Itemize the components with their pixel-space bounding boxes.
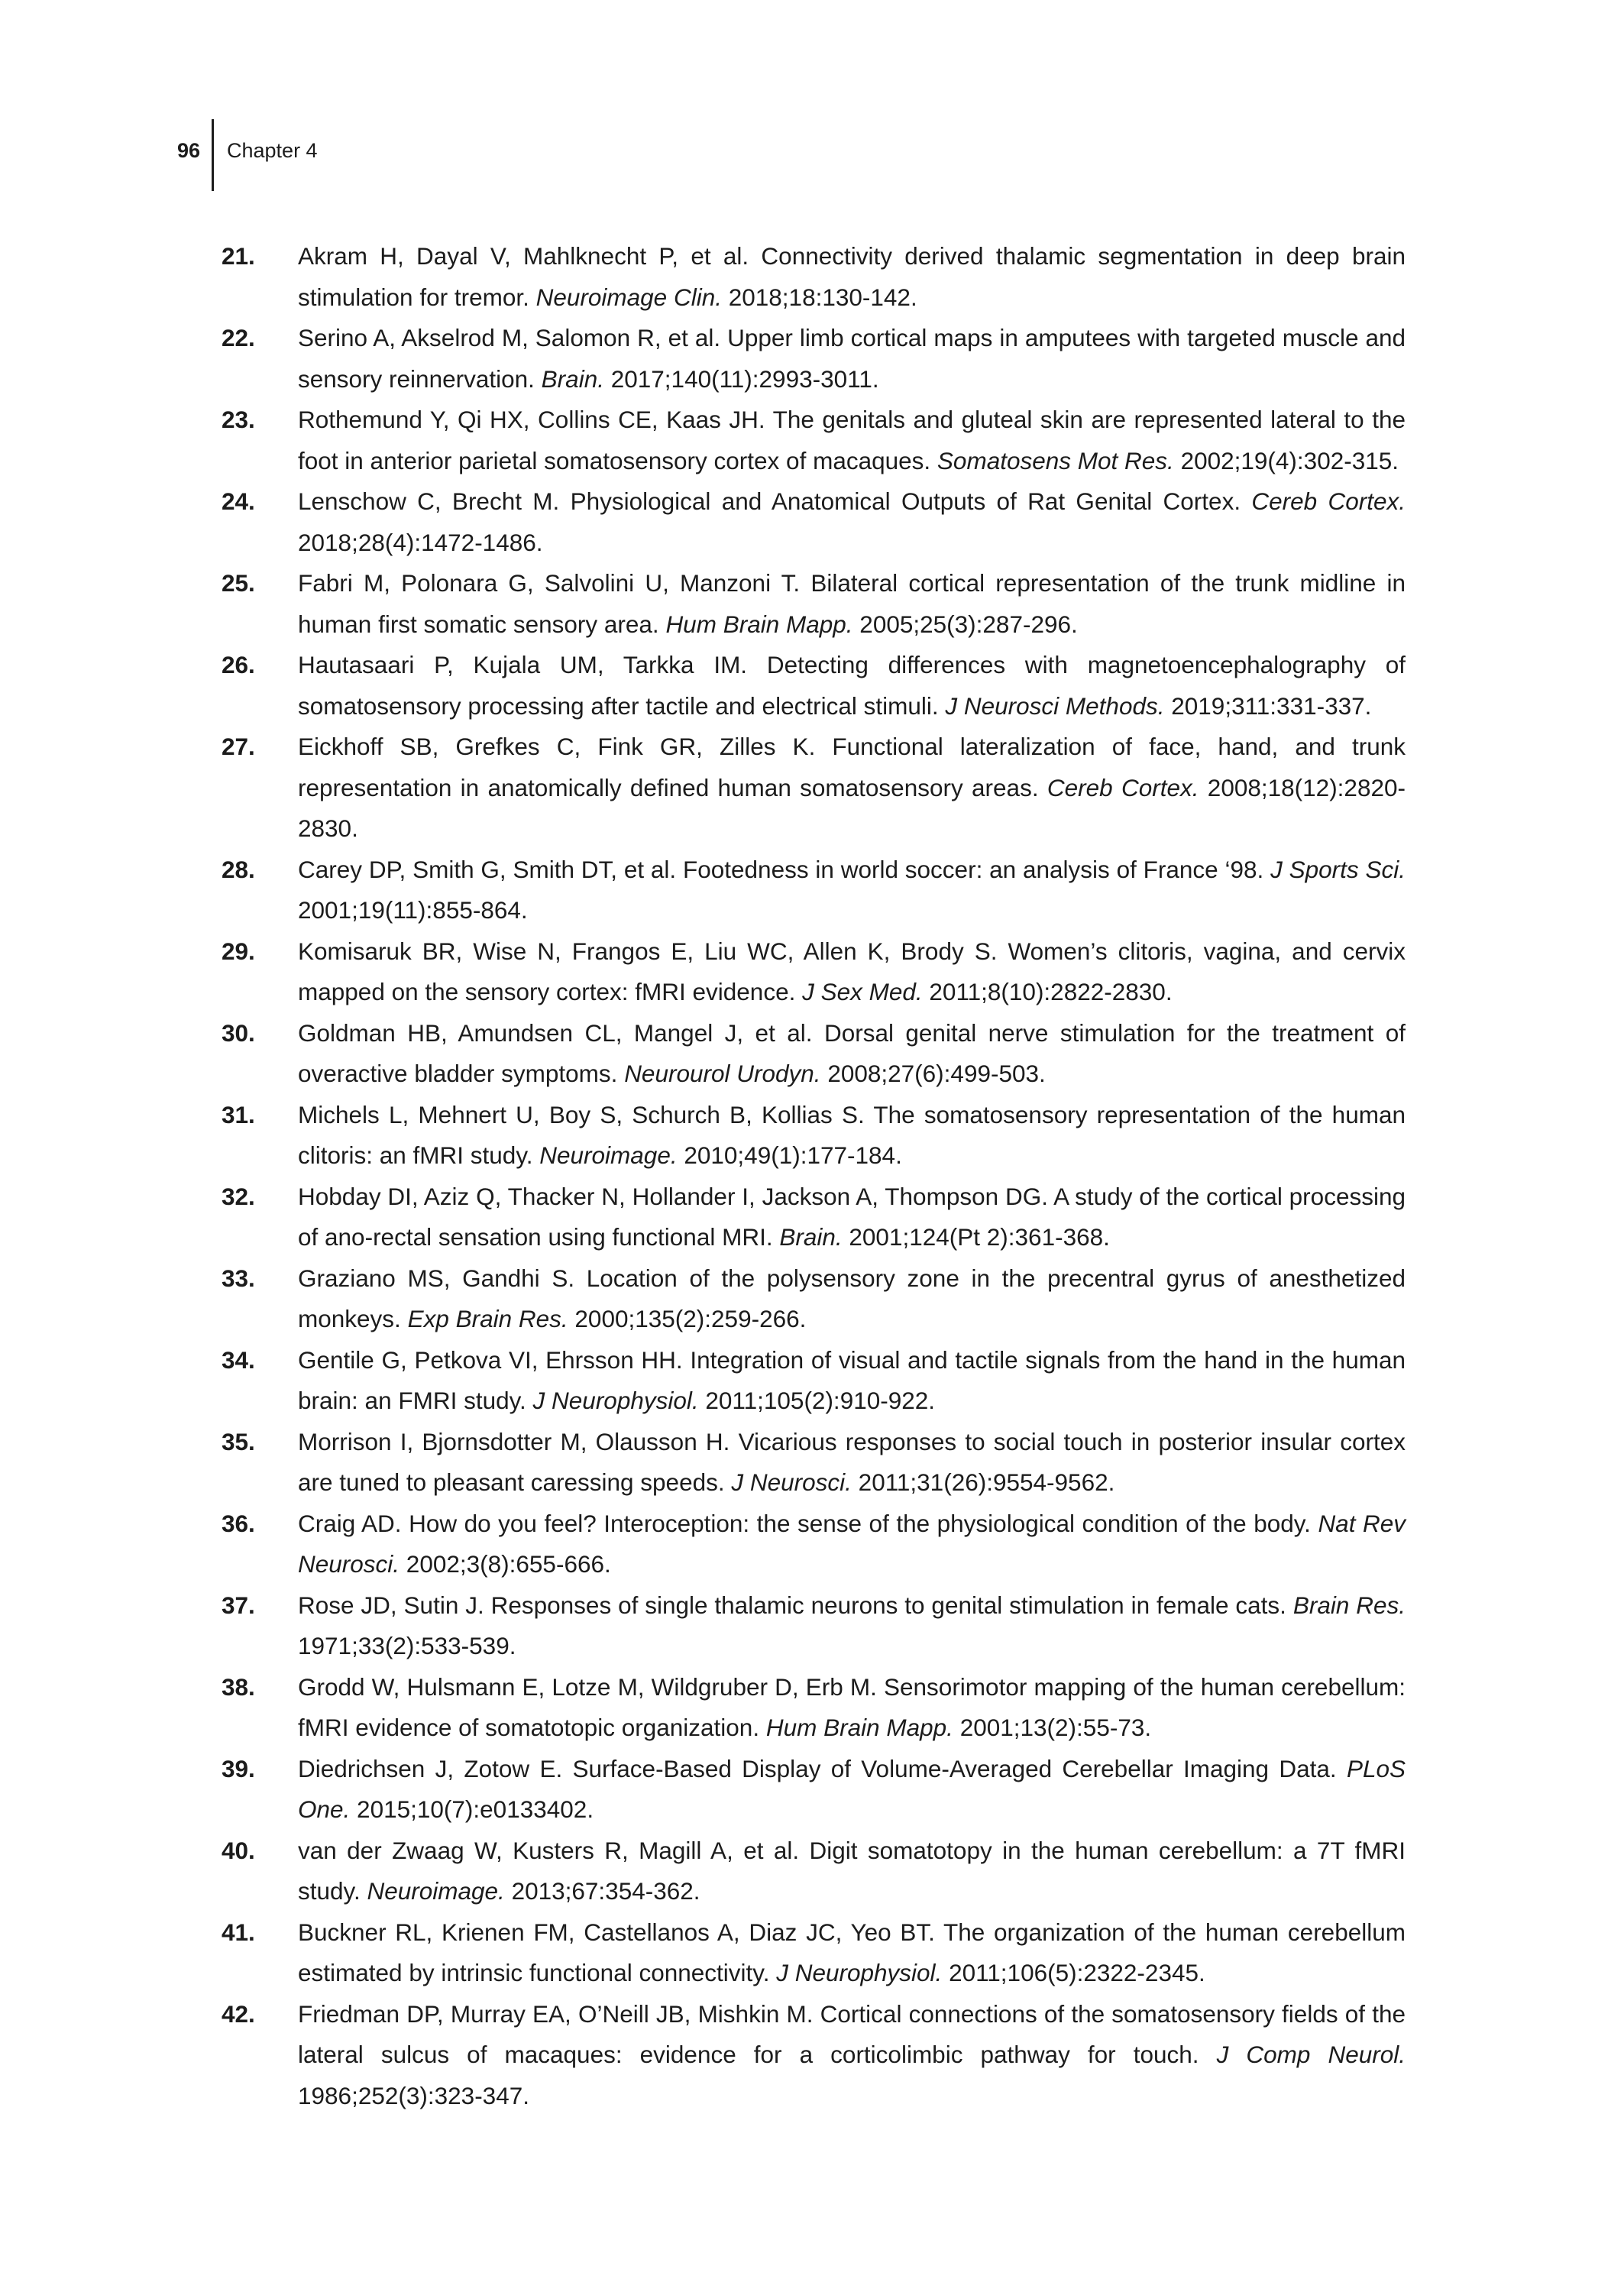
- reference-item: [222, 236, 1406, 318]
- reference-citation: 2013;67:354-362.: [504, 1877, 700, 1905]
- reference-journal: Nat Rev Neurosci.: [298, 1509, 1406, 1578]
- reference-authors-title: Gentile G, Petkova VI, Ehrsson HH. Integration of visual and tactile signals from the hand in the human brain: an FMRI study.: [298, 1345, 1406, 1414]
- reference-text: [298, 645, 1406, 727]
- reference-number: 28.: [222, 855, 255, 883]
- reference-journal: J Sports Sci.: [1270, 855, 1406, 883]
- header-divider: [212, 119, 214, 191]
- reference-citation: 2011;8(10):2822-2830.: [922, 978, 1173, 1005]
- reference-item: [222, 1095, 1406, 1177]
- reference-number: 30.: [222, 1018, 255, 1047]
- reference-text: [298, 1422, 1406, 1504]
- reference-item: [222, 1585, 1406, 1667]
- reference-authors-title: Serino A, Akselrod M, Salomon R, et al. Upper limb cortical maps in amputees with targeted muscle and sensory reinnervation.: [298, 324, 1406, 393]
- reference-list: [222, 236, 1406, 2116]
- reference-authors-title: Eickhoff SB, Grefkes C, Fink GR, Zilles K. Functional lateralization of face, hand, and trunk representation in anatomically defined human somatosensory areas.: [298, 733, 1406, 801]
- reference-citation: 2001;13(2):55-73.: [953, 1714, 1152, 1741]
- reference-authors-title: Michels L, Mehnert U, Boy S, Schurch B, Kollias S. The somatosensory representation of the human clitoris: an fMRI study.: [298, 1100, 1406, 1169]
- reference-number: 23.: [222, 406, 255, 433]
- reference-authors-title: Komisaruk BR, Wise N, Frangos E, Liu WC, Allen K, Brody S. Women’s clitoris, vagina, and cervix mapped on the sensory cortex: fMRI evidence.: [298, 937, 1406, 1005]
- reference-text: [298, 1177, 1406, 1258]
- reference-journal: Neuroimage.: [367, 1877, 505, 1905]
- reference-citation: 2002;19(4):302-315.: [1173, 446, 1399, 474]
- reference-text: [298, 1994, 1406, 2117]
- reference-item: [222, 1912, 1406, 1994]
- reference-citation: 2017;140(11):2993-3011.: [603, 364, 879, 393]
- reference-citation: 2001;124(Pt 2):361-368.: [842, 1223, 1110, 1251]
- reference-journal: Brain.: [779, 1223, 843, 1251]
- reference-journal: J Neurophysiol.: [532, 1387, 699, 1414]
- reference-authors-title: Carey DP, Smith G, Smith DT, et al. Footedness in world soccer: an analysis of France ‘98.: [298, 855, 1271, 883]
- reference-citation: 2008;18(12):2820-2830.: [298, 773, 1406, 842]
- reference-text: [298, 1585, 1406, 1667]
- reference-authors-title: Goldman HB, Amundsen CL, Mangel J, et al. Dorsal genital nerve stimulation for the treatment of overactive bladder symptoms.: [298, 1018, 1406, 1087]
- reference-text: [298, 1258, 1406, 1340]
- reference-journal: Hum Brain Mapp.: [765, 1714, 953, 1741]
- reference-item: [222, 1667, 1406, 1749]
- reference-text: [298, 931, 1406, 1013]
- reference-number: 26.: [222, 651, 255, 678]
- reference-text: [298, 1095, 1406, 1177]
- reference-authors-title: van der Zwaag W, Kusters R, Magill A, et al. Digit somatotopy in the human cerebellum: a 7T fMRI study.: [298, 1836, 1406, 1905]
- reference-number: 42.: [222, 1999, 255, 2028]
- reference-number: 24.: [222, 487, 255, 515]
- reference-authors-title: Fabri M, Polonara G, Salvolini U, Manzoni T. Bilateral cortical representation of the trunk midline in human first somatic sensory area.: [298, 569, 1406, 638]
- reference-text: [298, 318, 1406, 400]
- reference-number: 38.: [222, 1672, 255, 1701]
- reference-text: [298, 1504, 1406, 1585]
- reference-authors-title: Graziano MS, Gandhi S. Location of the polysensory zone in the precentral gyrus of anesthetized monkeys.: [298, 1264, 1406, 1332]
- reference-text: [298, 236, 1406, 318]
- reference-authors-title: Craig AD. How do you feel? Interoception: the sense of the physiological condition of the body.: [298, 1509, 1318, 1537]
- reference-journal: J Sex Med.: [802, 978, 923, 1005]
- reference-text: [298, 1912, 1406, 1994]
- reference-number: 36.: [222, 1509, 255, 1537]
- reference-citation: 2018;18:130-142.: [721, 283, 917, 311]
- reference-item: [222, 1422, 1406, 1504]
- reference-citation: 2000;135(2):259-266.: [568, 1305, 807, 1332]
- reference-citation: 2018;28(4):1472-1486.: [298, 528, 543, 556]
- reference-text: [298, 1340, 1406, 1422]
- reference-journal: Brain Res.: [1292, 1591, 1406, 1619]
- reference-journal: Brain.: [541, 364, 604, 393]
- reference-item: [222, 563, 1406, 645]
- reference-journal: Cereb Cortex.: [1047, 773, 1199, 801]
- reference-authors-title: Morrison I, Bjornsdotter M, Olausson H. Vicarious responses to social touch in posterior insular cortex are tuned to pleasant caressing speeds.: [298, 1427, 1406, 1496]
- reference-text: [298, 481, 1406, 563]
- reference-text: [298, 727, 1406, 850]
- reference-item: [222, 645, 1406, 727]
- reference-text: [298, 1831, 1406, 1912]
- reference-citation: 2011;31(26):9554-9562.: [851, 1468, 1115, 1496]
- reference-authors-title: Diedrichsen J, Zotow E. Surface-Based Display of Volume-Averaged Cerebellar Imaging Data.: [298, 1754, 1347, 1782]
- page-number: 96: [176, 139, 200, 162]
- reference-citation: 2011;105(2):910-922.: [698, 1387, 936, 1414]
- reference-number: 31.: [222, 1100, 255, 1128]
- reference-text: [298, 563, 1406, 645]
- reference-authors-title: Akram H, Dayal V, Mahlknecht P, et al. Connectivity derived thalamic segmentation in deep brain stimulation for tremor.: [298, 242, 1406, 311]
- reference-journal: Somatosens Mot Res.: [937, 446, 1174, 474]
- page-header: [0, 115, 1624, 191]
- reference-item: [222, 931, 1406, 1013]
- reference-item: [222, 318, 1406, 400]
- reference-journal: PLoS One.: [298, 1754, 1406, 1823]
- reference-citation: 2010;49(1):177-184.: [677, 1141, 902, 1169]
- reference-text: [298, 1749, 1406, 1831]
- reference-citation: 2002;3(8):655-666.: [400, 1550, 611, 1578]
- reference-number: 41.: [222, 1918, 255, 1946]
- reference-text: [298, 400, 1406, 481]
- reference-item: [222, 850, 1406, 931]
- reference-number: 22.: [222, 324, 255, 351]
- reference-number: 33.: [222, 1264, 255, 1292]
- reference-citation: 2005;25(3):287-296.: [852, 610, 1078, 638]
- reference-number: 25.: [222, 569, 255, 597]
- reference-authors-title: Lenschow C, Brecht M. Physiological and Anatomical Outputs of Rat Genital Cortex.: [298, 487, 1252, 515]
- reference-authors-title: Rothemund Y, Qi HX, Collins CE, Kaas JH. The genitals and gluteal skin are represented lateral to the foot in anterior parietal somatosensory cortex of macaques.: [298, 406, 1406, 474]
- reference-number: 29.: [222, 937, 255, 965]
- reference-item: [222, 1340, 1406, 1422]
- reference-journal: Neuroimage.: [539, 1141, 678, 1169]
- reference-item: [222, 1831, 1406, 1912]
- reference-text: [298, 850, 1406, 931]
- reference-authors-title: Hautasaari P, Kujala UM, Tarkka IM. Detecting differences with magnetoencephalography of somatosensory processing after tactile and electrical stimuli.: [298, 651, 1406, 720]
- reference-item: [222, 1013, 1406, 1095]
- reference-journal: Neuroimage Clin.: [535, 283, 722, 311]
- reference-citation: 1971;33(2):533-539.: [298, 1632, 516, 1659]
- reference-number: 27.: [222, 733, 255, 760]
- reference-item: [222, 1994, 1406, 2117]
- reference-journal: J Neurosci Methods.: [945, 691, 1165, 720]
- reference-item: [222, 727, 1406, 850]
- reference-number: 21.: [222, 242, 255, 270]
- reference-citation: 2015;10(7):e0133402.: [350, 1795, 594, 1823]
- reference-item: [222, 481, 1406, 563]
- reference-number: 32.: [222, 1182, 255, 1210]
- reference-item: [222, 400, 1406, 481]
- reference-citation: 2019;311:331-337.: [1164, 691, 1372, 720]
- reference-authors-title: Grodd W, Hulsmann E, Lotze M, Wildgruber D, Erb M. Sensorimotor mapping of the human cerebellum: fMRI evidence of somatotopic organization.: [298, 1672, 1406, 1741]
- reference-journal: J Neurophysiol.: [776, 1959, 943, 1986]
- reference-authors-title: Friedman DP, Murray EA, O’Neill JB, Mishkin M. Cortical connections of the somatosensory fields of the lateral sulcus of macaques: evidence for a corticolimbic pathway for touch.: [298, 1999, 1406, 2068]
- reference-citation: 2011;106(5):2322-2345.: [942, 1959, 1205, 1986]
- reference-journal: Cereb Cortex.: [1251, 487, 1406, 515]
- reference-journal: J Neurosci.: [731, 1468, 852, 1496]
- reference-number: 39.: [222, 1754, 255, 1782]
- chapter-label: Chapter 4: [227, 139, 318, 162]
- reference-item: [222, 1177, 1406, 1258]
- reference-text: [298, 1667, 1406, 1749]
- reference-item: [222, 1749, 1406, 1831]
- reference-authors-title: Hobday DI, Aziz Q, Thacker N, Hollander I, Jackson A, Thompson DG. A study of the cortical processing of ano-rectal sensation using functional MRI.: [298, 1182, 1406, 1251]
- reference-number: 35.: [222, 1427, 255, 1455]
- reference-authors-title: Rose JD, Sutin J. Responses of single thalamic neurons to genital stimulation in female cats.: [298, 1591, 1293, 1619]
- reference-item: [222, 1258, 1406, 1340]
- reference-journal: Hum Brain Mapp.: [665, 610, 853, 638]
- reference-item: [222, 1504, 1406, 1585]
- reference-citation: 1986;252(3):323-347.: [298, 2081, 529, 2109]
- reference-journal: Neurourol Urodyn.: [624, 1060, 821, 1087]
- reference-journal: Exp Brain Res.: [407, 1305, 568, 1332]
- reference-citation: 2008;27(6):499-503.: [820, 1060, 1046, 1087]
- reference-number: 34.: [222, 1345, 255, 1374]
- reference-text: [298, 1013, 1406, 1095]
- reference-journal: J Comp Neurol.: [1216, 2041, 1406, 2068]
- reference-number: 40.: [222, 1836, 255, 1864]
- reference-number: 37.: [222, 1591, 255, 1619]
- reference-citation: 2001;19(11):855-864.: [298, 896, 528, 924]
- reference-authors-title: Buckner RL, Krienen FM, Castellanos A, Diaz JC, Yeo BT. The organization of the human cerebellum estimated by intrinsic functional connectivity.: [298, 1918, 1406, 1986]
